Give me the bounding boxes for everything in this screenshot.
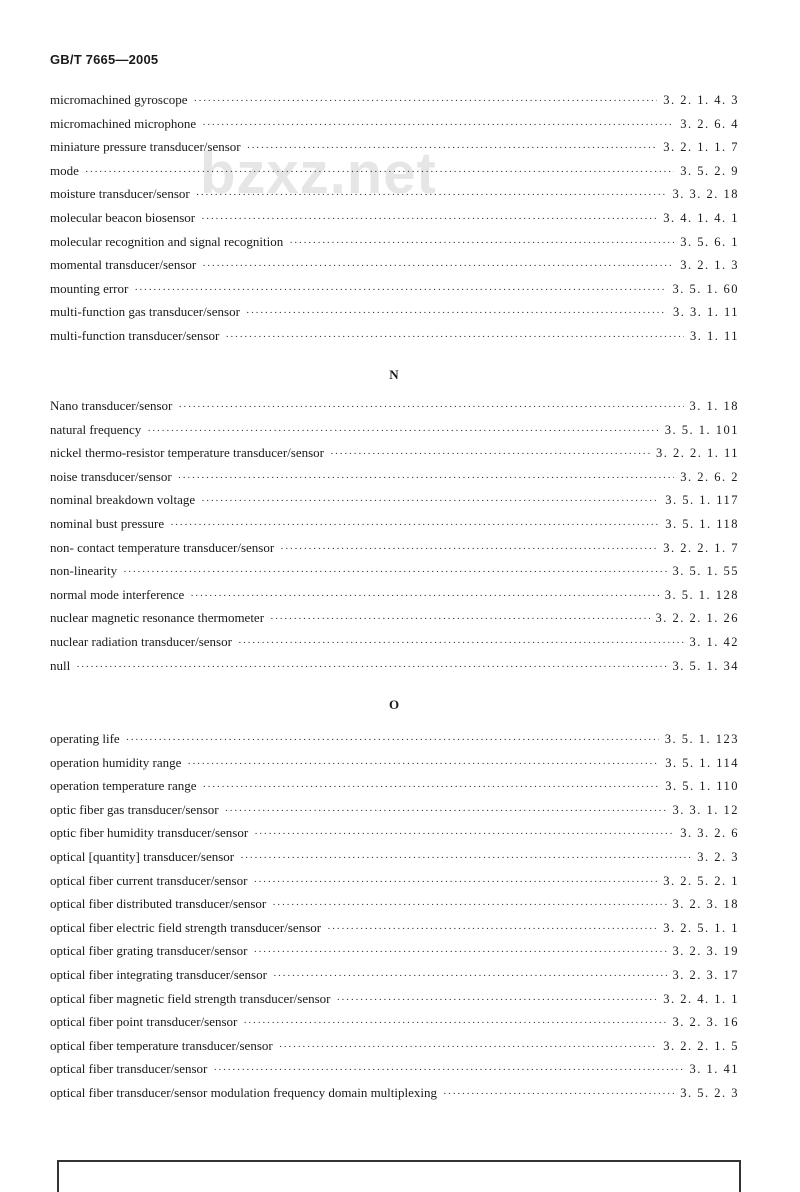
dot-leader [202, 260, 674, 272]
clause-reference: 3. 5. 1. 118 [665, 516, 739, 531]
clause-reference: 3. 5. 1. 34 [672, 658, 739, 673]
clause-reference: 3. 1. 42 [689, 634, 739, 649]
index-entry [50, 920, 739, 944]
watermark: bzxz.net [200, 141, 437, 206]
index-entry [50, 991, 739, 1015]
index-term: molecular recognition and signal recognition [50, 233, 284, 249]
index-entry [50, 896, 739, 920]
section-letter-n: N [389, 367, 399, 382]
dot-leader [330, 448, 650, 460]
index-entry [50, 943, 739, 967]
index-entry [50, 422, 739, 446]
clause-reference: 3. 5. 1. 55 [672, 564, 739, 579]
clause-reference: 3. 5. 1. 128 [664, 587, 739, 602]
dot-leader [254, 828, 674, 840]
clause-reference: 3. 2. 5. 2. 1 [663, 873, 739, 888]
index-entry [50, 1085, 739, 1109]
dot-leader [273, 970, 667, 982]
clause-reference: 3. 1. 41 [689, 1062, 739, 1077]
index-term: normal mode interference [50, 586, 185, 602]
dot-leader [201, 213, 657, 225]
clause-reference: 3. 2. 1. 4. 3 [663, 93, 739, 107]
index-term: moisture transducer/sensor [50, 186, 190, 202]
dot-leader [203, 781, 660, 793]
clause-reference: 3. 2. 2. 1. 7 [663, 540, 739, 555]
dot-leader [327, 923, 657, 935]
clause-reference: 3. 2. 2. 1. 5 [663, 1038, 739, 1053]
dot-leader [443, 1088, 674, 1100]
index-term: natural frequency [50, 421, 142, 437]
index-term: operation humidity range [50, 754, 182, 770]
index-entry [50, 186, 739, 210]
index-term: optical [quantity] transducer/sensor [50, 848, 235, 864]
index-term: optical fiber integrating transducer/sensor [50, 966, 267, 982]
index-term: optical fiber transducer/sensor modulation frequency domain multiplexing [50, 1084, 438, 1100]
index-entry [50, 825, 739, 849]
index-term: momental transducer/sensor [50, 257, 197, 273]
index-entry [50, 328, 739, 352]
index-term: miniature pressure transducer/sensor [50, 139, 241, 155]
index-section-m [50, 92, 739, 352]
index-entry [50, 587, 739, 611]
clause-reference: 3. 5. 2. 3 [680, 1085, 739, 1100]
clause-reference: 3. 5. 1. 114 [665, 755, 739, 770]
clause-reference: 3. 5. 2. 9 [680, 163, 739, 178]
dot-leader [289, 237, 674, 249]
index-entry [50, 281, 739, 305]
index-term: multi-function gas transducer/sensor [50, 304, 240, 320]
index-term: non- contact temperature transducer/sensor [50, 539, 275, 555]
index-term: Nano transducer/sensor [50, 398, 173, 413]
index-term: multi-function transducer/sensor [50, 327, 220, 343]
dot-leader [240, 852, 691, 864]
index-entry [50, 398, 739, 422]
index-term: mounting error [50, 280, 129, 296]
clause-reference: 3. 2. 3. 17 [672, 967, 739, 982]
dot-leader [246, 307, 667, 319]
clause-reference: 3. 2. 3. 18 [672, 897, 739, 912]
dot-leader [225, 331, 684, 343]
index-term: micromachined microphone [50, 115, 197, 131]
clause-reference: 3. 2. 1. 3 [680, 258, 739, 273]
index-entry [50, 1038, 739, 1062]
index-entry [50, 540, 739, 564]
dot-leader [76, 661, 666, 673]
index-section-n [50, 398, 739, 681]
document-id-header: GB/T 7665—2005 [50, 52, 159, 67]
index-entry [50, 304, 739, 328]
dot-leader [134, 284, 666, 296]
section-letter-o: O [388, 697, 400, 712]
index-entry [50, 731, 739, 755]
index-entry [50, 257, 739, 281]
index-term: operation temperature range [50, 778, 197, 794]
dot-leader [272, 899, 666, 911]
footer-frame [57, 1160, 741, 1192]
clause-reference: 3. 3. 1. 12 [672, 802, 739, 817]
dot-leader [201, 495, 659, 507]
dot-leader [253, 946, 666, 958]
index-term: nominal bust pressure [50, 515, 165, 531]
dot-leader [280, 543, 657, 555]
clause-reference: 3. 5. 1. 123 [664, 732, 739, 746]
clause-reference: 3. 1. 11 [689, 328, 739, 343]
clause-reference: 3. 4. 1. 4. 1 [663, 210, 739, 225]
dot-leader [85, 166, 674, 178]
index-entry [50, 92, 739, 116]
index-entry [50, 873, 739, 897]
dot-leader [187, 758, 659, 770]
clause-reference: 3. 3. 2. 6 [680, 826, 739, 841]
index-entry [50, 658, 739, 682]
index-term: optic fiber humidity transducer/sensor [50, 825, 249, 841]
index-term: optical fiber magnetic field strength transducer/sensor [50, 990, 331, 1006]
clause-reference: 3. 1. 18 [689, 399, 739, 413]
index-entry [50, 234, 739, 258]
dot-leader [178, 472, 675, 484]
clause-reference: 3. 5. 6. 1 [680, 234, 739, 249]
clause-reference: 3. 2. 3. 16 [672, 1015, 739, 1030]
index-term: optical fiber current transducer/sensor [50, 872, 248, 888]
dot-leader [336, 994, 657, 1006]
clause-reference: 3. 2. 1. 1. 7 [663, 140, 739, 155]
dot-leader [247, 142, 658, 154]
dot-leader [178, 401, 683, 413]
dot-leader [190, 590, 658, 602]
index-term: nominal breakdown voltage [50, 492, 196, 508]
index-entry [50, 849, 739, 873]
clause-reference: 3. 2. 3. 19 [672, 944, 739, 959]
clause-reference: 3. 2. 6. 2 [680, 469, 739, 484]
index-term: optical fiber transducer/sensor [50, 1061, 208, 1077]
clause-reference: 3. 5. 1. 110 [665, 779, 739, 794]
index-term: optical fiber point transducer/sensor [50, 1014, 238, 1030]
index-entry [50, 163, 739, 187]
index-entry [50, 469, 739, 493]
index-entry [50, 210, 739, 234]
index-term: nickel thermo-resistor temperature transducer/sensor [50, 445, 324, 461]
index-section-o [50, 731, 739, 1109]
index-term: mode [50, 162, 79, 178]
index-entry [50, 1061, 739, 1085]
index-term: optic fiber gas transducer/sensor [50, 801, 219, 817]
clause-reference: 3. 2. 2. 1. 26 [655, 611, 739, 626]
dot-leader [213, 1064, 683, 1076]
dot-leader [202, 119, 674, 131]
index-entry [50, 967, 739, 991]
dot-leader [279, 1041, 658, 1053]
index-term: noise transducer/sensor [50, 468, 172, 484]
dot-leader [225, 805, 667, 817]
dot-leader [170, 519, 659, 531]
clause-reference: 3. 2. 2. 1. 11 [655, 446, 739, 461]
index-entry [50, 778, 739, 802]
dot-leader [243, 1017, 666, 1029]
index-entry [50, 610, 739, 634]
index-entry [50, 802, 739, 826]
dot-leader [147, 425, 658, 437]
dot-leader [194, 95, 658, 107]
dot-leader [253, 876, 657, 888]
clause-reference: 3. 2. 5. 1. 1 [663, 920, 739, 935]
clause-reference: 3. 3. 1. 11 [672, 305, 739, 320]
index-entry [50, 492, 739, 516]
index-term: optical fiber electric field strength transducer/sensor [50, 919, 322, 935]
index-term: nuclear radiation transducer/sensor [50, 633, 232, 649]
clause-reference: 3. 2. 4. 1. 1 [663, 991, 739, 1006]
index-term: optical fiber grating transducer/sensor [50, 943, 248, 959]
index-entry [50, 563, 739, 587]
dot-leader [238, 637, 684, 649]
dot-leader [196, 189, 667, 201]
clause-reference: 3. 5. 1. 117 [665, 493, 739, 508]
dot-leader [123, 566, 666, 578]
index-term: optical fiber temperature transducer/sensor [50, 1037, 273, 1053]
clause-reference: 3. 2. 3 [697, 849, 739, 864]
clause-reference: 3. 2. 6. 4 [680, 116, 739, 131]
index-term: optical fiber distributed transducer/sensor [50, 896, 267, 912]
index-entry [50, 116, 739, 140]
index-entry [50, 516, 739, 540]
index-entry [50, 139, 739, 163]
index-term: null [50, 657, 71, 673]
dot-leader [270, 613, 649, 625]
index-term: micromachined gyroscope [50, 92, 188, 107]
index-entry [50, 1014, 739, 1038]
index-entry [50, 755, 739, 779]
clause-reference: 3. 5. 1. 101 [664, 422, 739, 437]
dot-leader [126, 734, 659, 746]
index-entry [50, 634, 739, 658]
clause-reference: 3. 5. 1. 60 [672, 281, 739, 296]
index-term: nuclear magnetic resonance thermometer [50, 610, 265, 626]
clause-reference: 3. 3. 2. 18 [672, 187, 739, 202]
index-term: operating life [50, 731, 120, 746]
index-entry [50, 445, 739, 469]
index-term: non-linearity [50, 563, 118, 579]
index-term: molecular beacon biosensor [50, 209, 196, 225]
